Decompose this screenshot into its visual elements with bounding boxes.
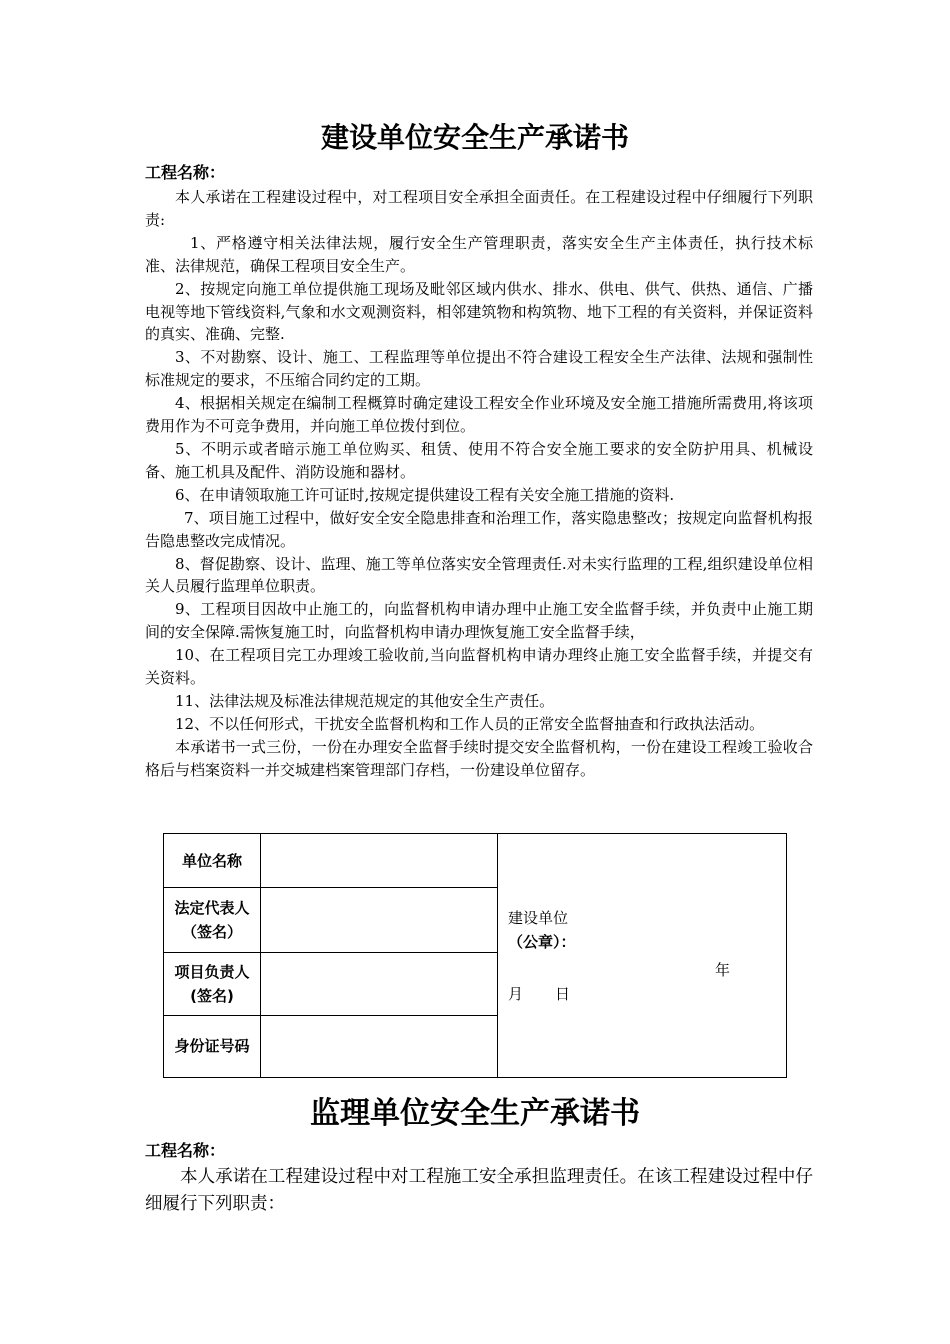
id-number-label: 身份证号码 [164,1015,261,1077]
duty-item-3: 3、不对勘察、设计、施工、工程监理等单位提出不符合建设工程安全生产法律、法规和强制性标准规定的要求，不压缩合同约定的工期。 [145,348,813,390]
duty-item-2: 2、按规定向施工单位提供施工现场及毗邻区域内供水、排水、供电、供气、供热、通信、广播电视等地下管线资料,气象和水文观测资料，相邻建筑物和构筑物、地下工程的有关资料，并保证资料的真实、准确、完整. [145,279,813,344]
month-day-line [508,985,570,1003]
project-name-label: 工程名称： [145,163,226,182]
duty-item-10: 10、在工程项目完工办理竣工验收前,当向监督机构申请办理终止施工安全监督手续，并提交有关资料。 [145,646,813,688]
duty-item-6: 6、在申请领取施工许可证时,按规定提供建设工程有关安全施工措施的资料. [175,485,675,504]
duty-item-12: 12、不以任何形式，干扰安全监督机构和工作人员的正常安全监督抽查和行政执法活动。 [175,714,765,733]
second-project-name-label: 工程名称： [145,1141,226,1160]
seal-cell[interactable] [498,834,787,1078]
duty-item-5: 5、不明示或者暗示施工单位购买、租赁、使用不符合安全施工要求的安全防护用具、机械设备、施工机具及配件、消防设施和器材。 [145,439,813,481]
month-label: 月 [508,984,524,1003]
intro-paragraph: 本人承诺在工程建设过程中，对工程项目安全承担全面责任。在工程建设过程中仔细履行下列职责: [145,188,813,229]
signature-table [163,833,787,1078]
id-number-field[interactable] [261,1015,498,1077]
project-lead-sign-text: (签名) [190,987,234,1006]
duty-item-7: 7、项目施工过程中，做好安全安全隐患排查和治理工作，落实隐患整改；按规定向监督机构报告隐患整改完成情况。 [145,508,813,550]
duty-item-8: 8、督促勘察、设计、监理、施工等单位落实安全管理责任.对未实行监理的工程,组织建设单位相关人员履行监理单位职责。 [145,554,813,596]
unit-name-label: 单位名称 [164,834,261,888]
second-commitment-body [145,1164,813,1218]
project-lead-text: 项目负责人 [174,963,250,982]
document-title: 建设单位安全生产承诺书 [320,121,629,154]
legal-representative-text: 法定代表人 [174,899,250,918]
duty-item-9: 9、工程项目因故中止施工的，向监督机构申请办理中止施工安全监督手续，并负责中止施工期间的安全保障.需恢复施工时，向监督机构申请办理恢复施工安全监督手续， [145,600,813,642]
seal-unit-label: 建设单位 [508,908,569,927]
project-lead-field[interactable] [261,953,498,1015]
duty-item-4: 4、根据相关规定在编制工程概算时确定建设工程安全作业环境及安全施工措施所需费用,将该项费用作为不可竞争费用，并向施工单位拨付到位。 [145,394,813,436]
duty-item-11: 11、法律法规及标准法律规范规定的其他安全生产责任。 [175,691,555,710]
project-lead-label [164,953,261,1015]
copies-paragraph: 本承诺书一式三份，一份在办理安全监督手续时提交安全监督机构，一份在建设工程竣工验收合格后与档案资料一并交城建档案管理部门存档，一份建设单位留存。 [145,737,813,779]
legal-representative-field[interactable] [261,888,498,953]
unit-name-field[interactable] [261,834,498,888]
legal-representative-sign-text: （签名） [181,923,242,942]
legal-representative-label [164,888,261,953]
seal-stamp-label: （公章）： [508,932,576,951]
duty-item-1: 1、严格遵守相关法律法规，履行安全生产管理职责，落实安全生产主体责任，执行技术标准、法律规范，确保工程项目安全生产。 [145,233,813,275]
commitment-body [145,186,813,782]
second-document-title: 监理单位安全生产承诺书 [310,1096,640,1131]
second-intro-paragraph: 本人承诺在工程建设过程中对工程施工安全承担监理责任。在该工程建设过程中仔细履行下列职责： [145,1167,813,1214]
day-label: 日 [555,984,571,1003]
year-label: 年 [714,960,730,979]
